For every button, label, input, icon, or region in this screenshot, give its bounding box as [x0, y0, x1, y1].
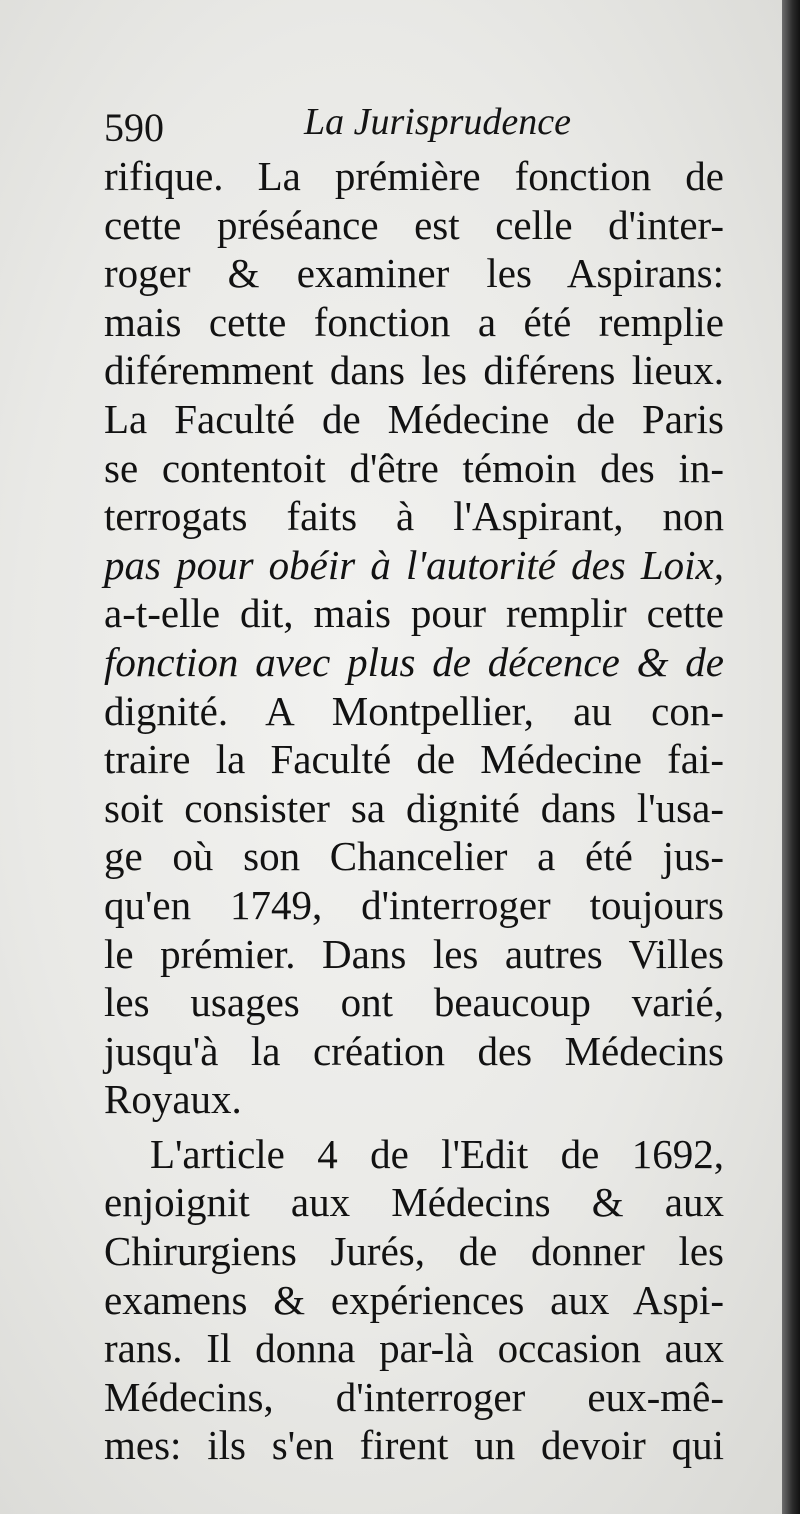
- text-line: examens & expériences aux Aspi-: [104, 1276, 724, 1323]
- text-line: jusqu'à la création des Médecins: [104, 1027, 724, 1074]
- text-line-italic: pas pour obéir à l'autorité des Loix,: [104, 541, 724, 588]
- running-title: La Jurisprudence: [304, 101, 572, 143]
- text-line: La Faculté de Médecine de Paris: [104, 395, 724, 442]
- text-line: mes: ils s'en firent un devoir qui: [104, 1422, 724, 1469]
- page-gutter-shadow: [782, 0, 800, 1514]
- text-line: terrogats faits à l'Aspirant, non: [104, 493, 724, 540]
- text-line: les usages ont beaucoup varié,: [104, 979, 724, 1026]
- text-line: rans. Il donna par-là occasion aux: [104, 1325, 724, 1372]
- text-line: Chirurgiens Jurés, de donner les: [104, 1228, 724, 1275]
- paragraph-2: [104, 1130, 724, 1470]
- text-line: qu'en 1749, d'interroger toujours: [104, 881, 724, 928]
- text-line: mais cette fonction a été remplie: [104, 298, 724, 345]
- text-line-italic: fonction avec plus de décence & de: [104, 638, 724, 685]
- page-number: 590: [104, 105, 164, 150]
- text-line: roger & examiner les Aspirans:: [104, 250, 724, 297]
- text-line: soit consister sa dignité dans l'usa-: [104, 784, 724, 831]
- paragraph-1: [104, 152, 724, 1124]
- body-text: [104, 152, 724, 1470]
- text-line: diféremment dans les diférens lieux.: [104, 347, 724, 394]
- text-line: cette préséance est celle d'inter-: [104, 201, 724, 248]
- text-line: dignité. A Montpellier, au con-: [104, 687, 724, 734]
- text-line: le prémier. Dans les autres Villes: [104, 930, 724, 977]
- text-line: enjoignit aux Médecins & aux: [104, 1179, 724, 1226]
- text-line-last: Royaux.: [104, 1076, 242, 1123]
- text-line: traire la Faculté de Médecine fai-: [104, 736, 724, 783]
- text-line: Médecins, d'interroger eux-mê-: [104, 1373, 724, 1420]
- text-line: ge où son Chancelier a été jus-: [104, 833, 724, 880]
- page-header: [104, 100, 624, 152]
- text-line-indented: L'article 4 de l'Edit de 1692,: [150, 1130, 724, 1177]
- text-line: a-t-elle dit, mais pour remplir cette: [104, 590, 724, 637]
- text-line: se contentoit d'être témoin des in-: [104, 444, 724, 491]
- text-line: rifique. La prémière fonction de: [104, 153, 724, 199]
